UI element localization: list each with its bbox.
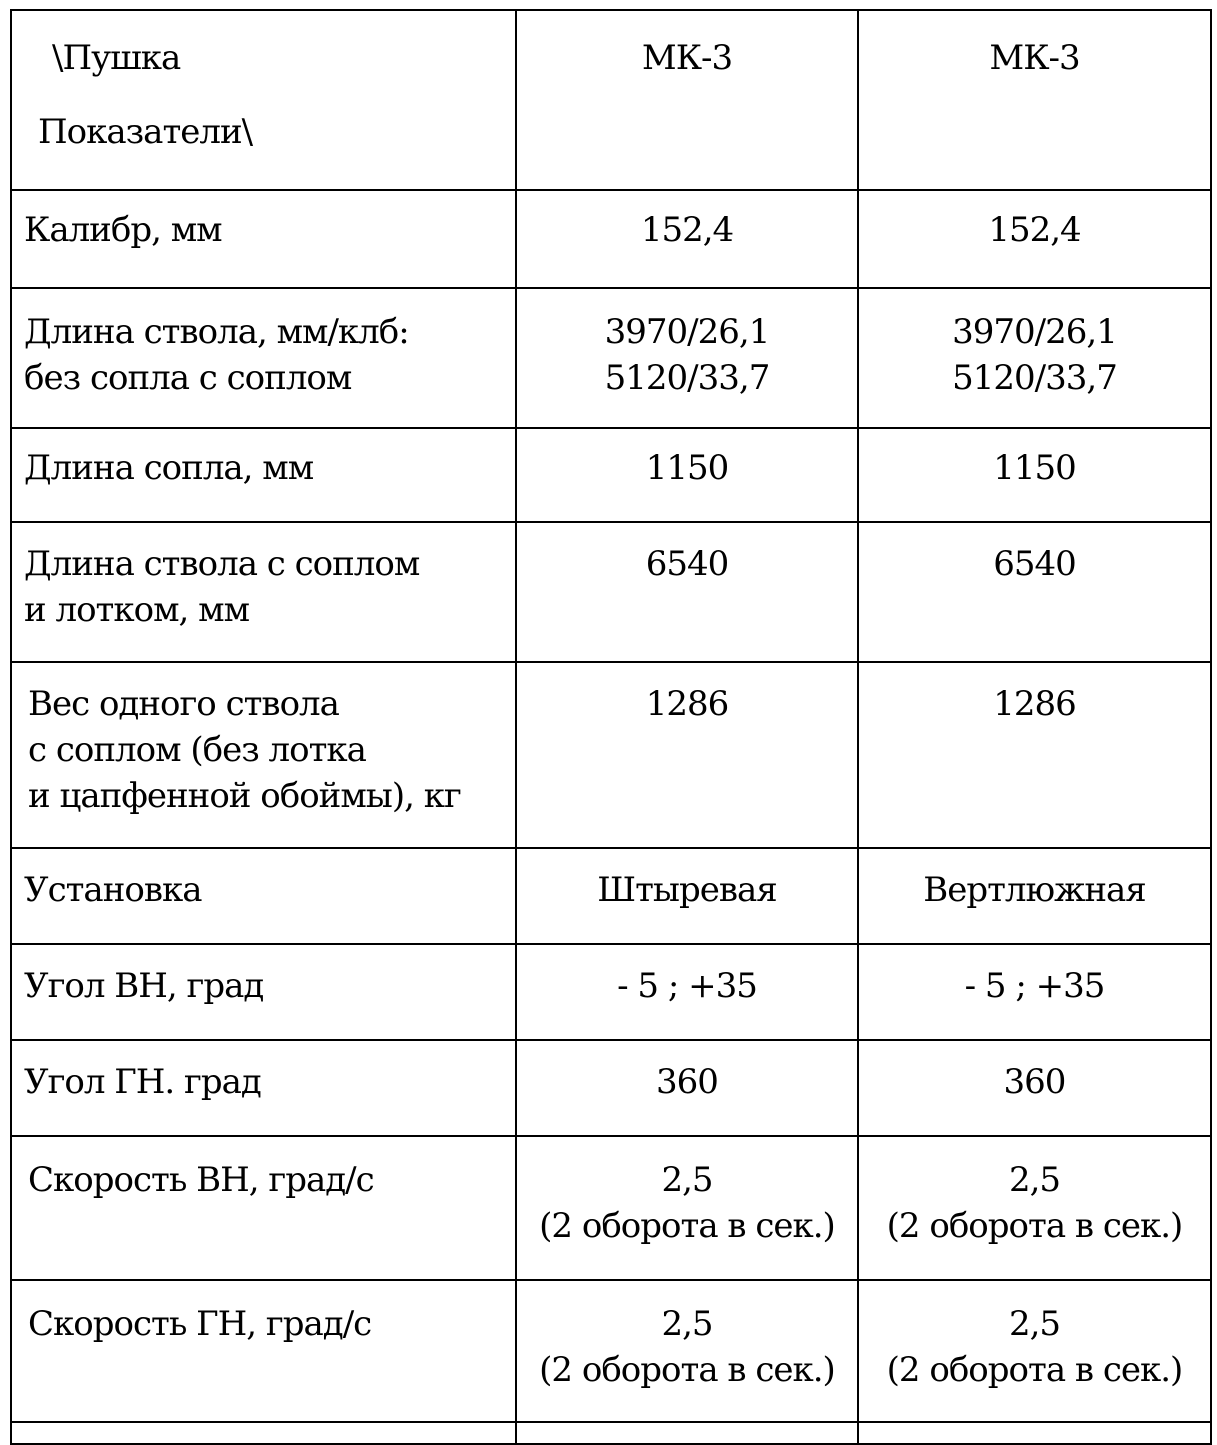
row-label: Угол ВН, град <box>11 944 516 1040</box>
table-row <box>11 522 1211 662</box>
row-value: 2,5 (2 оборота в сек.) <box>858 1280 1211 1422</box>
header-gun-2: МК-3 <box>858 10 1211 190</box>
table-row <box>11 848 1211 944</box>
empty-cell <box>858 1422 1211 1444</box>
row-label: Длина ствола, мм/клб: без сопла с соплом <box>11 288 516 428</box>
row-value: 1286 <box>858 662 1211 848</box>
row-value: 3970/26,1 5120/33,7 <box>858 288 1211 428</box>
row-label: Скорость ГН, град/с <box>11 1280 516 1422</box>
table-row <box>11 944 1211 1040</box>
table-row <box>11 1040 1211 1136</box>
table-row <box>11 662 1211 848</box>
table-row <box>11 288 1211 428</box>
row-value: 360 <box>516 1040 858 1136</box>
row-value: 2,5 (2 оборота в сек.) <box>858 1136 1211 1280</box>
table-row <box>11 190 1211 288</box>
row-label: Установка <box>11 848 516 944</box>
row-value: 360 <box>858 1040 1211 1136</box>
row-label: Скорость ВН, град/с <box>11 1136 516 1280</box>
row-value: - 5 ; +35 <box>858 944 1211 1040</box>
table-row <box>11 428 1211 522</box>
row-value: 152,4 <box>858 190 1211 288</box>
header-indicators-label: Показатели\ <box>38 112 253 152</box>
table-row-cut <box>11 1422 1211 1444</box>
row-value: Штыревая <box>516 848 858 944</box>
row-label: Угол ГН. град <box>11 1040 516 1136</box>
empty-cell <box>516 1422 858 1444</box>
row-value: 2,5 (2 оборота в сек.) <box>516 1280 858 1422</box>
row-value: 3970/26,1 5120/33,7 <box>516 288 858 428</box>
row-label: Длина сопла, мм <box>11 428 516 522</box>
row-value: - 5 ; +35 <box>516 944 858 1040</box>
gun-spec-table <box>10 9 1212 1445</box>
header-gun-1: МК-3 <box>516 10 858 190</box>
table-header-row <box>11 10 1211 190</box>
row-value: 152,4 <box>516 190 858 288</box>
row-value: 1150 <box>516 428 858 522</box>
header-corner-cell <box>11 10 516 190</box>
row-label: Калибр, мм <box>11 190 516 288</box>
row-value: 1286 <box>516 662 858 848</box>
row-label: Вес одного ствола с соплом (без лотка и цапфенной обоймы), кг <box>11 662 516 848</box>
row-value: 6540 <box>858 522 1211 662</box>
row-value: Вертлюжная <box>858 848 1211 944</box>
empty-cell <box>11 1422 516 1444</box>
table-row <box>11 1136 1211 1280</box>
row-value: 2,5 (2 оборота в сек.) <box>516 1136 858 1280</box>
row-label: Длина ствола с соплом и лотком, мм <box>11 522 516 662</box>
header-gun-label: \Пушка <box>52 38 181 78</box>
row-value: 1150 <box>858 428 1211 522</box>
row-value: 6540 <box>516 522 858 662</box>
table-row <box>11 1280 1211 1422</box>
